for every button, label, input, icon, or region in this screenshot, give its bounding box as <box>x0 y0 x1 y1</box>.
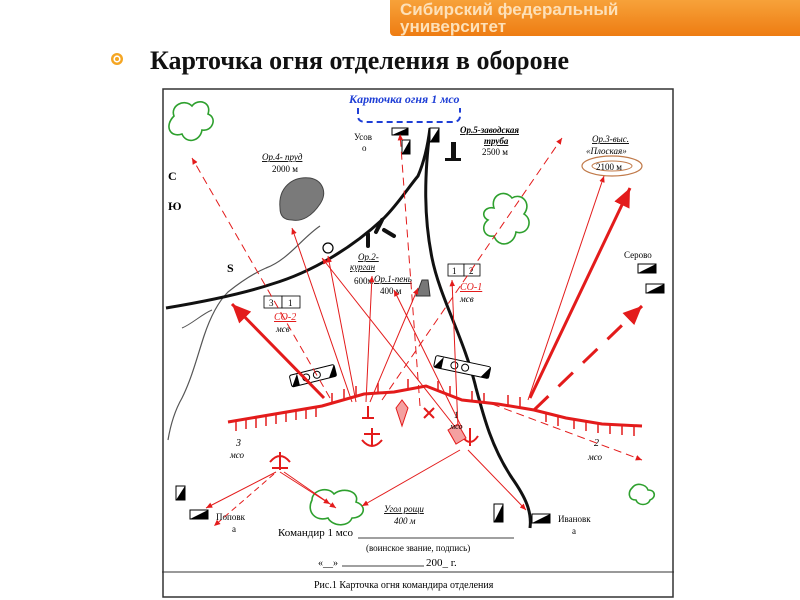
date-year: 200_ г. <box>426 557 457 569</box>
so2-box <box>264 296 300 308</box>
slide-title: Карточка огня отделения в обороне <box>150 46 570 75</box>
south-label: Ю <box>168 199 182 213</box>
or2-mound-icon <box>323 243 333 253</box>
ivanovka-label-a: Ивановк <box>558 514 591 524</box>
signature-note: (воинское звание, подпись) <box>366 543 471 553</box>
or3-label-2: «Плоская» <box>586 146 627 156</box>
so2-num-b: 1 <box>288 298 293 308</box>
unit-1-name: мсо <box>450 422 463 431</box>
unit-1-number: 1 <box>454 410 459 420</box>
so2-unit: мсв <box>276 324 290 334</box>
so1-num-a: 1 <box>452 266 457 276</box>
river-mark: S <box>227 261 234 275</box>
or5-label: Ор.5-заводская <box>460 125 519 135</box>
or3-distance: 2100 м <box>596 162 622 172</box>
or2-label: Ор.2- <box>358 252 379 262</box>
university-banner <box>390 0 800 36</box>
so2-num-a: 3 <box>269 298 274 308</box>
popovka-label-b: а <box>232 524 236 534</box>
grove-distance: 400 м <box>394 516 416 526</box>
banner-line-1: Сибирский федеральный <box>400 0 619 19</box>
or4-distance: 2000 м <box>272 164 298 174</box>
or5-label-2: труба <box>484 136 509 146</box>
unit-2-name: мсо <box>588 452 603 462</box>
date-prefix: «__» <box>318 558 338 569</box>
unit-3-number: 3 <box>236 438 241 449</box>
or1-label: Ор.1-пень <box>374 274 412 284</box>
usovo-label-a: Усов <box>354 132 373 142</box>
north-label: С <box>168 169 177 183</box>
serovo-label: Серово <box>624 250 652 260</box>
figure-caption: Рис.1 Карточка огня командира отделения <box>314 580 494 591</box>
so1-box <box>448 264 480 276</box>
grove-label: Угол рощи <box>384 504 424 514</box>
ivanovka-label-b: а <box>572 526 576 536</box>
so1-unit: мсв <box>460 294 474 304</box>
target-bullet-icon <box>110 52 124 66</box>
unit-3-name: мсо <box>230 450 245 460</box>
unit-2-number: 2 <box>594 438 599 449</box>
so1-label: СО-1 <box>460 282 483 293</box>
banner-line-2: университет <box>400 17 507 36</box>
or5-distance: 2500 м <box>482 147 508 157</box>
fire-card-map <box>162 88 674 598</box>
so1-num-b: 2 <box>469 266 474 276</box>
or3-label: Ор.3-выс. <box>592 134 629 144</box>
usovo-label-b: о <box>362 143 367 153</box>
or2-distance: 600м <box>354 276 374 286</box>
or4-label: Ор.4- пруд <box>262 152 303 162</box>
so2-label: СО-2 <box>274 312 297 323</box>
or2-label-2: курган <box>350 262 376 272</box>
or1-distance: 400 м <box>380 286 402 296</box>
card-title: Карточка огня 1 мсо <box>349 92 460 106</box>
commander-label: Командир 1 мсо <box>278 527 354 539</box>
popovka-label-a: Поповк <box>216 512 245 522</box>
